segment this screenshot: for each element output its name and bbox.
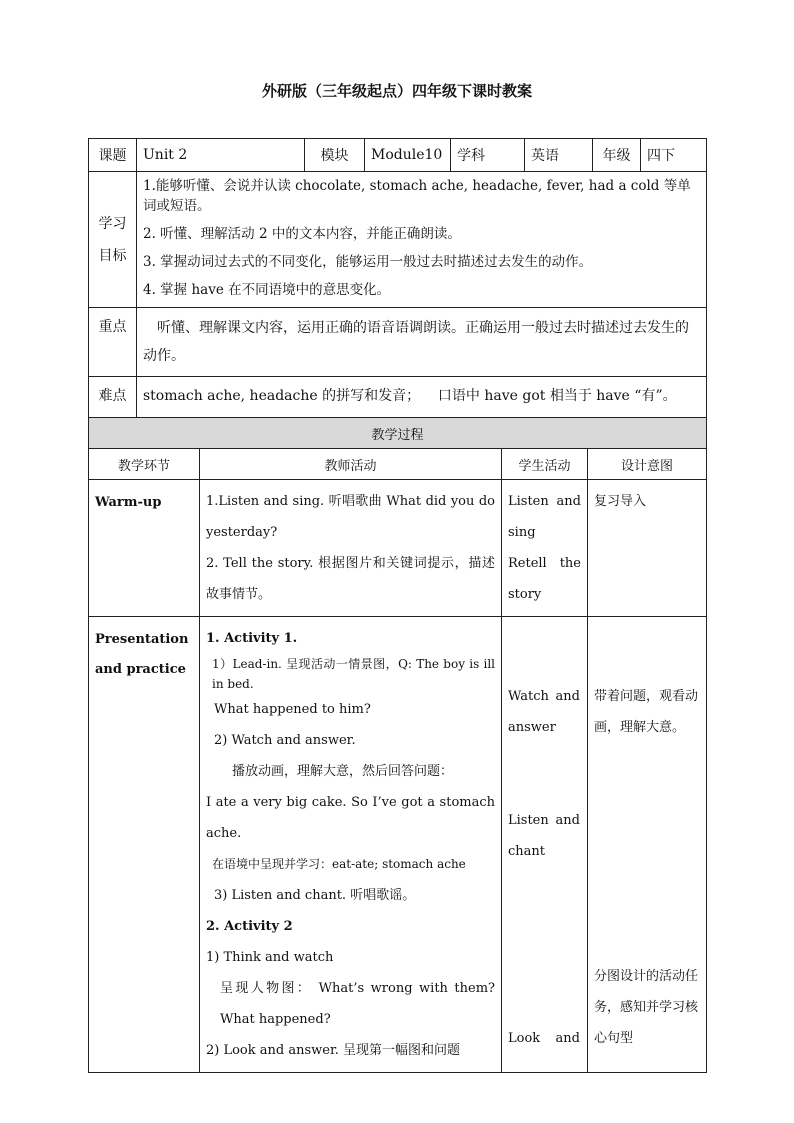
presentation-teacher bbox=[200, 617, 502, 1073]
presentation-stage bbox=[89, 617, 200, 1073]
activity2-title: 2. Activity 2 bbox=[206, 919, 293, 934]
warmup-design: 复习导入 bbox=[588, 480, 707, 617]
col-student: 学生活动 bbox=[502, 449, 588, 480]
watch-desc: 播放动画，理解大意，然后回答问题： bbox=[232, 764, 454, 779]
warmup-student bbox=[502, 480, 588, 617]
topic-value: Unit 2 bbox=[137, 139, 305, 172]
process-table bbox=[88, 417, 707, 1073]
lead-in-question: What happened to him? bbox=[214, 702, 371, 717]
module-value: Module10 bbox=[365, 139, 451, 172]
key-points-label: 重点 bbox=[89, 308, 137, 377]
student-watch: Watch and answer bbox=[508, 689, 580, 735]
activity1-title: 1. Activity 1. bbox=[206, 631, 298, 646]
lead-in: 1）Lead-in. 呈现活动一情景图，Q: The boy is ill in bed. bbox=[212, 657, 495, 691]
objectives-label bbox=[89, 172, 137, 308]
warmup-stage: Warm-up bbox=[89, 480, 200, 617]
presentation-stage-line2: and practice bbox=[95, 662, 186, 677]
design-2: 分图设计的活动任务，感知并学习核心句型 bbox=[594, 969, 699, 1046]
think-desc: 呈现人物图： What’s wrong with them? What happened? bbox=[220, 981, 495, 1027]
context-note: 在语境中呈现并学习：eat-ate; stomach ache bbox=[212, 857, 466, 871]
objective-item: 2. 听懂、理解活动 2 中的文本内容，并能正确朗读。 bbox=[143, 226, 461, 242]
difficult-points-label: 难点 bbox=[89, 377, 137, 421]
objective-item: 3. 掌握动词过去式的不同变化，能够运用一般过去时描述过去发生的动作。 bbox=[143, 254, 593, 270]
key-points-content: 听懂、理解课文内容，运用正确的语音语调朗读。正确运用一般过去时描述过去发生的动作。 bbox=[143, 320, 689, 364]
presentation-design bbox=[588, 617, 707, 1073]
module-label: 模块 bbox=[305, 139, 365, 172]
presentation-stage-line1: Presentation bbox=[95, 632, 189, 647]
difficult-points-text: stomach ache, headache 的拼写和发音； 口语中 have got 相当于 have “有”。 bbox=[137, 377, 707, 421]
objectives-label-line1: 学习 bbox=[98, 215, 127, 232]
info-table bbox=[88, 138, 707, 421]
warmup-student-1: Listen and sing bbox=[508, 494, 581, 540]
col-stage: 教学环节 bbox=[89, 449, 200, 480]
document-title: 外研版（三年级起点）四年级下课时教案 bbox=[261, 82, 532, 100]
warmup-teacher-1: 1.Listen and sing. 听唱歌曲 What did you do yesterday? bbox=[206, 494, 495, 540]
listen-chant: 3) Listen and chant. 听唱歌谣。 bbox=[214, 888, 416, 903]
student-look: Look and bbox=[508, 1031, 580, 1046]
process-header: 教学过程 bbox=[89, 418, 707, 449]
grade-value: 四下 bbox=[641, 139, 707, 172]
topic-label: 课题 bbox=[89, 139, 137, 172]
warmup-student-2: Retell the story bbox=[508, 556, 581, 602]
objectives-content bbox=[137, 172, 707, 308]
warmup-teacher bbox=[200, 480, 502, 617]
design-1: 带着问题，观看动画，理解大意。 bbox=[594, 689, 699, 735]
objectives-label-line2: 目标 bbox=[98, 247, 127, 264]
col-design: 设计意图 bbox=[588, 449, 707, 480]
presentation-student bbox=[502, 617, 588, 1073]
look-answer: 2) Look and answer. 呈现第一幅图和问题 bbox=[206, 1043, 461, 1058]
watch-answer: 2) Watch and answer. bbox=[214, 733, 356, 748]
key-points-text bbox=[137, 308, 707, 377]
student-listen: Listen and chant bbox=[508, 813, 580, 859]
answer-sentence: I ate a very big cake. So I’ve got a stomach ache. bbox=[206, 795, 495, 841]
think-watch: 1) Think and watch bbox=[206, 950, 334, 965]
warmup-teacher-2: 2. Tell the story. 根据图片和关键词提示，描述故事情节。 bbox=[206, 556, 495, 602]
grade-label: 年级 bbox=[593, 139, 641, 172]
col-teacher: 教师活动 bbox=[200, 449, 502, 480]
subject-label: 学科 bbox=[451, 139, 525, 172]
subject-value: 英语 bbox=[525, 139, 593, 172]
objective-item: 1.能够听懂、会说并认读 chocolate, stomach ache, headache, fever, had a cold 等单词或短语。 bbox=[143, 178, 691, 214]
objective-item: 4. 掌握 have 在不同语境中的意思变化。 bbox=[143, 282, 391, 298]
